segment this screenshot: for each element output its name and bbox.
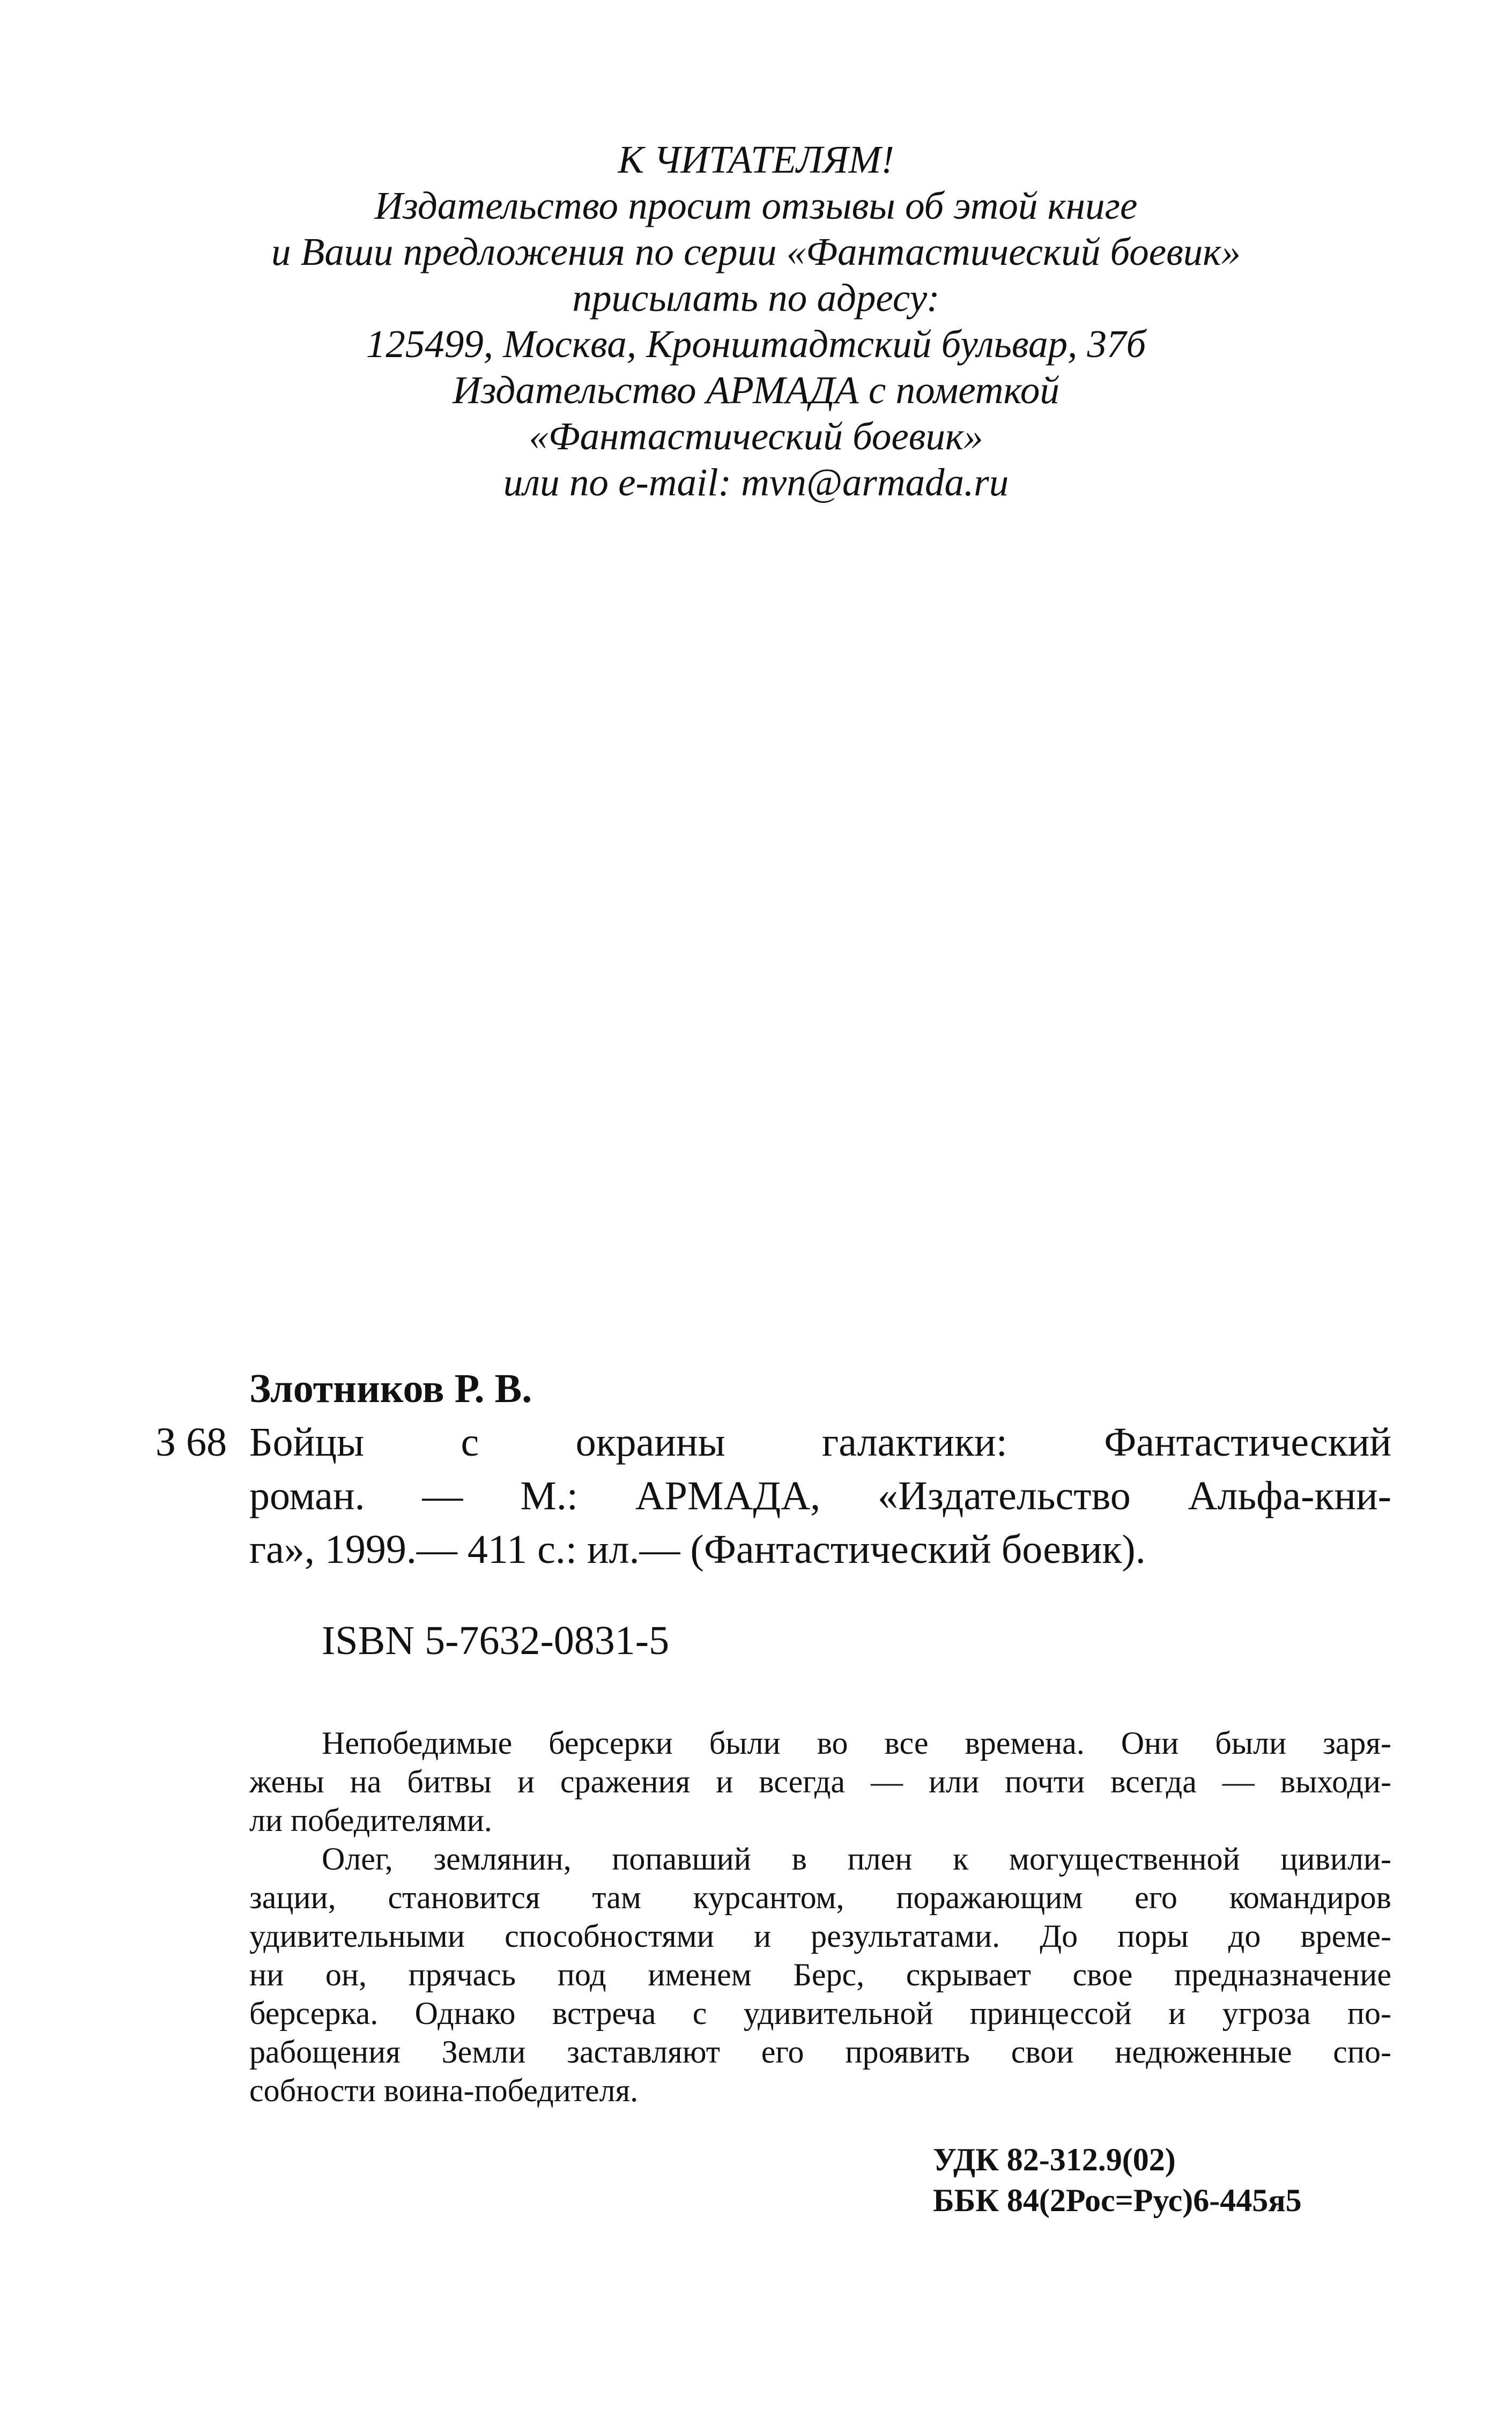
- classification-codes: [933, 2139, 1302, 2221]
- book-author: Злотников Р. В.: [249, 1366, 532, 1411]
- annotation-line: собности воина-победителя.: [249, 2073, 639, 2108]
- annotation-line: жены на битвы и сражения и всегда — или почти всегда — выходи-: [249, 1764, 1391, 1799]
- bib-line: роман. — М.: АРМАДА, «Издательство Альфа-кни-: [249, 1473, 1391, 1518]
- annotation-line: берсерка. Однако встреча с удивительной принцессой и угроза по-: [249, 1996, 1391, 2031]
- annotation-line: Непобедимые берсерки были во все времена. Они были заря-: [322, 1725, 1391, 1761]
- annotation-line: ни он, прячась под именем Берс, скрывает свое предназначение: [249, 1957, 1391, 1992]
- annotation-line: удивительными способностями и результатами. До поры до време-: [249, 1918, 1391, 1954]
- isbn: ISBN 5-7632-0831-5: [322, 1618, 670, 1663]
- book-annotation: [249, 1724, 1391, 2110]
- notice-email: или по e-mail: mvn@armada.ru: [503, 461, 1009, 504]
- catalog-code: З 68: [155, 1420, 227, 1465]
- annotation-line: рабощения Земли заставляют его проявить свои недюженные спо-: [249, 2034, 1391, 2070]
- notice-line: Издательство просит отзывы об этой книге: [374, 184, 1138, 227]
- notice-line: присылать по адресу:: [572, 276, 940, 320]
- notice-line: Издательство АРМАДА с пометкой: [453, 368, 1059, 412]
- bib-line: Бойцы с окраины галактики: Фантастический: [249, 1420, 1391, 1465]
- bibliographic-description: [249, 1415, 1391, 1576]
- annotation-line: Олег, землянин, попавший в плен к могущественной цивили-: [322, 1841, 1391, 1877]
- reader-notice: [0, 137, 1512, 506]
- notice-heading: К ЧИТАТЕЛЯМ!: [618, 138, 894, 181]
- udc-code: УДК 82-312.9(02): [933, 2142, 1176, 2177]
- bib-line: га», 1999.— 411 с.: ил.— (Фантастический боевик).: [249, 1527, 1146, 1572]
- bbk-code: ББК 84(2Рос=Рус)6-445я5: [933, 2183, 1302, 2218]
- notice-line: и Ваши предложения по серии «Фантастический боевик»: [271, 230, 1241, 273]
- notice-line: «Фантастический боевик»: [529, 414, 983, 458]
- annotation-line: зации, становится там курсантом, поражающим его командиров: [249, 1880, 1391, 1915]
- annotation-line: ли победителями.: [249, 1803, 492, 1838]
- notice-address: 125499, Москва, Кронштадтский бульвар, 37б: [366, 322, 1146, 366]
